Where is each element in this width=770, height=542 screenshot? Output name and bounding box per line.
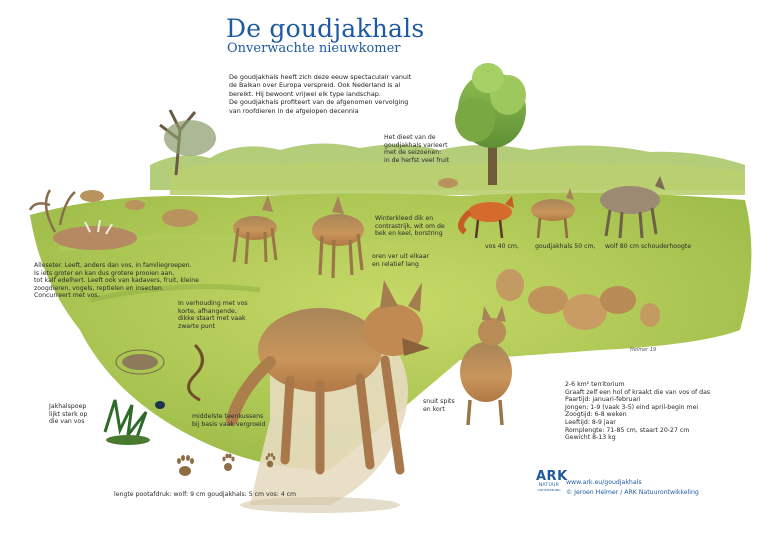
caption-line: contrastrijk, wit om de — [375, 222, 445, 230]
ears-caption — [372, 253, 429, 268]
size-fox-label: vos 40 cm, — [485, 243, 519, 250]
caption-line: in de herfst veel fruit — [384, 156, 450, 164]
fact-line: 2-6 km² territorium — [565, 381, 625, 388]
tail-caption — [178, 300, 248, 330]
caption-line: bij basis vaak vergroeid — [192, 420, 266, 428]
fact-line: Romplengte: 71-85 cm, staart 20-27 cm — [565, 426, 690, 434]
fact-line: Gewicht 8-13 kg — [565, 434, 616, 442]
diet-caption — [384, 134, 449, 164]
caption-line: en relatief lang — [372, 260, 419, 268]
caption-line: lijkt sterk op — [49, 410, 88, 418]
intro-line: De goudjakhals profiteert van de afgenomen vervolging — [229, 98, 409, 107]
caption-line: oren ver uit elkaar — [372, 253, 430, 260]
caption-line: Alleseter. Leeft, anders dan vos, in familiegroepen. — [34, 262, 192, 269]
ark-logo-text: ARK — [536, 469, 568, 484]
page-subtitle: Onverwachte nieuwkomer — [227, 41, 401, 56]
intro-line: De goudjakhals heeft zich deze eeuw spectaculair vanuit — [229, 73, 412, 81]
intro-line: de Balkan over Europa verspreid. Ook Nederland is al — [229, 81, 401, 90]
ark-logo — [536, 469, 568, 492]
caption-line: tot kalf edelhert. Leeft ook van kadavers, fruit, kleine — [34, 277, 199, 285]
droppings-caption — [49, 403, 87, 426]
ark-logo-sub2: ONTWIKKELING — [537, 488, 561, 492]
page-title: De goudjakhals — [226, 14, 425, 43]
intro-line: bereikt. Hij bewoont vrijwel elk type landschap. — [229, 89, 381, 98]
caption-line: en kort — [423, 405, 445, 413]
caption-line: middelste teenkussens — [192, 413, 264, 420]
caption-line: dikke staart met vaak — [178, 315, 246, 323]
website-link[interactable]: www.ark.eu/goudjakhals — [566, 479, 642, 486]
fact-line: Leeftijd: 8-9 jaar — [565, 418, 616, 426]
fact-line: Jongen: 1-9 (vaak 3-5) eind april-begin mei — [565, 403, 699, 411]
fact-line: Paartijd: januari-februari — [565, 396, 641, 404]
facts-block — [565, 381, 710, 442]
footprint-caption: lengte pootafdruk: wolf: 9 cm goudjakhals: 5 cm vos: 4 cm — [114, 491, 297, 498]
caption-line: Jakhalspoep — [49, 403, 87, 410]
caption-line: zwarte punt — [178, 322, 216, 330]
caption-line: met de seizoenen: — [384, 149, 442, 157]
pads-caption — [192, 413, 265, 428]
fact-line: Graaft zelf een hol of kraakt die van vos of das — [565, 388, 711, 396]
snout-caption — [423, 398, 455, 413]
scavenger-caption — [34, 262, 199, 300]
caption-line: korte, afhangende, — [178, 307, 237, 315]
intro-text — [229, 73, 419, 115]
caption-line: Is iets groter en kan dus grotere prooien aan, — [34, 269, 175, 277]
droppings-tuft — [105, 400, 165, 445]
fact-line: Zoogtijd: 6-8 weken — [565, 411, 627, 419]
caption-line: In verhouding met vos — [178, 300, 248, 307]
winter-coat-caption — [375, 215, 445, 238]
size-wolf-label: wolf 80 cm schouderhoogte — [605, 243, 692, 250]
caption-line: Winterkleed dik en — [375, 215, 434, 222]
size-jackal-label: goudjakhals 50 cm, — [535, 243, 596, 250]
ark-logo-sub: NATUUR — [538, 483, 560, 488]
caption-line: Het dieet van de — [384, 134, 436, 141]
caption-line: die van vos — [49, 418, 85, 426]
caption-line: zoogdieren, vogels, reptielen en insecten. — [34, 284, 164, 292]
artist-signature: Helmer 19 — [630, 347, 657, 353]
caption-line: Concurreert met vos. — [34, 292, 100, 300]
caption-line: bek en keel, borstring — [375, 230, 443, 238]
caption-line: goudjakhals varieert — [384, 141, 448, 149]
intro-line: van roofdieren in de afgelopen decennia — [229, 106, 359, 115]
caption-line: snuit spits — [423, 398, 455, 405]
copyright-text: © Jeroen Helmer / ARK Natuurontwikkeling — [566, 489, 699, 496]
